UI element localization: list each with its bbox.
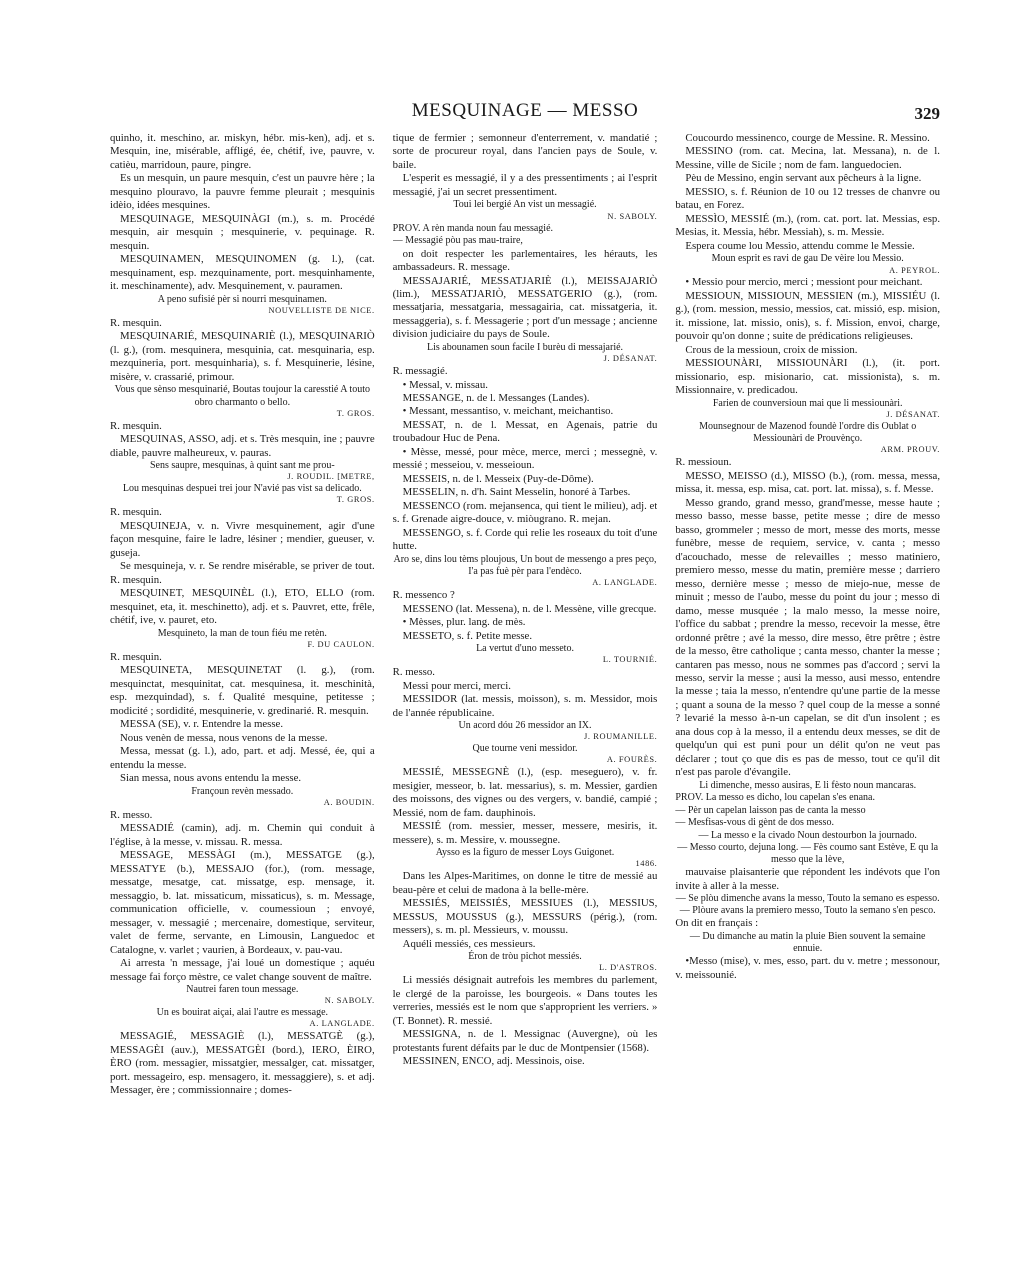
quotation-source: NOUVELLISTE DE NICE. — [268, 306, 375, 315]
entry-paragraph: Pèu de Messino, engin servant aux pêcheurs à la ligne. — [685, 172, 922, 185]
quotation: Moun esprit es ravi de gau De vèire lou Messìo. — [711, 253, 904, 265]
quotation-source: J. ROUMANILLE. — [584, 732, 658, 742]
proverb-line: — Mesfisas-vous di gènt de dos messo. — [675, 817, 834, 829]
column-2 — [393, 132, 658, 1212]
quotation: — La messo e la civado Noun destourbon la journado. — [698, 829, 917, 841]
reference-line: On dit en français : — [675, 917, 759, 930]
reference-line: R. messioun. — [675, 456, 732, 469]
entry-paragraph: Se mesquineja, v. r. Se rendre misérable, se priver de tout. R. mesquin. — [110, 560, 375, 586]
entry-paragraph: Espera coume lou Messìo, attendu comme le Messie. — [685, 239, 915, 252]
entry-paragraph: MESQUINETA, MESQUINETAT (l. g.), (rom. mesquinctat, mesquinitat, cat. mesquinesa, it. meschinità, esp. mezquindad), s. f. Qualité mesquine, petitesse ; modicité ; sordidité, mesquinerie, v. gredinarié. R. mesquin. — [110, 664, 375, 717]
entry-paragraph: MESSENCO (rom. mejansenca, qui tient le milieu), adj. et s. f. Grenade aigre-douce, v. miòugrano. R. mejan. — [392, 499, 658, 526]
quotation: — Se plòu dimenche avans la messo, Touto la semano es espesso. — [675, 893, 940, 905]
entry-paragraph: MESSANGE, n. de l. Messanges (Landes). — [402, 392, 590, 404]
text-columns — [110, 132, 940, 1212]
entry-paragraph: MESSAGE, MESSÀGI (m.), MESSATGE (g.), MESSATYE (b.), MESSAJO (for.), (rom. message, messatge, mesatge, cat. missatge, esp. mensage, it. messaggio, b. lat. missaticum, missaticus), s. m. Message, communication officielle, v. coumessioun ; envoyé, messager, v. messagié ; mercenaire, domestique, serviteur, valet de ferme, servante, en Limousin, Languedoc et Catalogne, v. varlet ; vaurien, à Bordeaux, v. pau-vau. — [110, 849, 375, 956]
quotation: A peno sufisié pèr si nourri mesquinamen. — [157, 293, 327, 305]
entry-paragraph: MESQUINAGE, MESQUINÀGI (m.), s. m. Procédé mesquin, air mesquin ; mesquinerie, v. pequinage. R. mesquin. — [110, 212, 375, 252]
entry-paragraph: Dans les Alpes-Maritimes, on donne le titre de messié au beau-père et celui de madona à la belle-mère. — [392, 870, 658, 896]
quotation: Lis abounamen soun facile I burèu di messajarié. — [426, 341, 624, 353]
quotation-source: F. DU CAULON. — [307, 639, 375, 649]
entry-paragraph: MESSELIN, n. d'h. Saint Messelin, honoré à Tarbes. — [402, 486, 631, 499]
entry-paragraph: MESSINEN, ENCO, adj. Messinois, oise. — [402, 1055, 585, 1068]
quotation: Un acord dóu 26 messidor an IX. — [458, 720, 592, 732]
quotation-source: J. ROUDIL. [METRE, — [287, 472, 375, 482]
entry-paragraph: MESSIGNA, n. de l. Messignac (Auvergne), où les protestants furent défaits par le duc de Montpensier (1568). — [392, 1028, 658, 1054]
reference-line: R. messo. — [110, 808, 153, 821]
entry-paragraph: MESSENO (lat. Messena), n. de l. Messène, ville grecque. — [402, 602, 657, 615]
quotation-source: N. SABOLY. — [324, 996, 375, 1006]
quotation: — Plòure avans la premiero messo, Touto la semano s'en pesco. — [679, 905, 936, 917]
quotation-source: A. FOURÈS. — [606, 755, 658, 765]
quotation: Sens saupre, mesquinas, à quint sant me prou- — [149, 460, 335, 472]
quotation-source: A. LANGLADE. — [592, 578, 658, 588]
entry-paragraph: Messo grando, grand messo, grand'messe, messe haute ; messo basso, messe basse, petite messe ; dire de messo basso, grommeler ; messo de mort, messe des morts, messe funèbre, messe de requiem, service, v. canta ; messo d'acouchado, messe de relevailles ; messo matiniero, premiero messo, messe du matin, première messe ; darriero messo, dernière messe ; messo de miejo-nue, messe de minuit ; messo de l'aubo, messe du point du jour ; messo di damo, messe musquée ; la malo messo, la messe noire, l'office du sabbat ; prendre la messo, recevoir la messe, être ordonné prêtre ; avé la messo, dire messo, être prêtre ; èstre de la messo, être catholique ; canta messo, chanter la messe ; cantaren pas messo, nous ne sommes pas d'accord ; servi la messo, servir la messe ; ausi la messo, ausi messo, entendre la messe ; taia la messo, n'entendre qu'une partie de la messe ; quant a souna de la messo ? quel coup de la messe a sonné ? levarié la messo à-n-un capelan, se dit d'un insolent ; es ana dous cop à la messo, il a entendu deux messes, se dit de quelqu'un qui est puni pour un délit qu'on ne veut pas déclarer ; tout ço que dis es pas de messo, tout ce qu'il dit n'est pas parole d'évangile. — [675, 496, 941, 779]
quotation-source: L. TOURNIÉ. — [602, 655, 658, 665]
page-header — [110, 100, 940, 130]
quotation: Farien de counversioun mai que li messiounàri. — [712, 397, 903, 409]
entry-paragraph: MESSIDOR (lat. messis, moisson), s. m. Messidor, mois de l'année républicaine. — [392, 693, 658, 719]
reference-line: R. mesquin. — [110, 419, 162, 432]
quotation: — Messo courto, dejuna long. — Fès coumo sant Estève, E qu la messo que la lève, — [677, 841, 939, 865]
quotation-source: ARM. PROUV. — [880, 445, 941, 455]
entry-paragraph: MESSAJARIÉ, MESSATJARIÈ (l.), MEISSAJARIÒ (lim.), MESSATJARIÒ, MESSATGERIO (g.), (rom. messatjaria, messatgaria, messagairia, cat. missatgeria, it. messaggeria), s. f. Messagerie ; port d'un message ; ancienne division judiciaire du pays de Soule. — [392, 274, 658, 341]
column-3 — [675, 132, 940, 1212]
entry-paragraph: MESSINO (rom. cat. Mecina, lat. Messana), n. de l. Messine, ville de Sicile ; nom de fam. languedocien. — [675, 145, 941, 171]
entry-paragraph: MESQUINAMEN, MESQUINOMEN (g. l.), (cat. mesquinament, esp. mezquinamente, port. mesquinhamente, it. meschinamente), adv. Mesquinement, v. pauramen. — [110, 253, 375, 293]
entry-paragraph: MESSÌO, MESSIÉ (m.), (rom. cat. port. lat. Messias, esp. Mesias, it. Messia, hébr. Messiah), s. m. Messie. — [675, 212, 941, 239]
entry-paragraph: Messa, messat (g. l.), ado, part. et adj. Messé, ée, qui a entendu la messe. — [110, 745, 375, 771]
entry-paragraph: MESQUINEJA, v. n. Vivre mesquinement, agir d'une façon mesquine, faire le ladre, lésiner ; mendier, gueuser, v. guseja. — [110, 519, 375, 559]
quotation-source: N. SABOLY. — [607, 211, 658, 221]
entry-paragraph: MESSADIÉ (camin), adj. m. Chemin qui conduit à l'église, à la messe, v. missau. R. messa. — [110, 822, 375, 848]
page-number: 329 — [914, 104, 940, 123]
entry-paragraph: on doit respecter les parlementaires, les hérauts, les ambassadeurs. R. message. — [392, 247, 658, 274]
reference-line: R. messo. — [392, 666, 435, 679]
quotation-source: A. BOUDIN. — [323, 797, 375, 807]
reference-line: R. mesquin. — [110, 316, 162, 329]
quotation: Vous que sènso mesquinarié, Boutas toujour la caresstié A touto obro charmanto o bello. — [114, 384, 370, 408]
entry-paragraph: • Mèsse, messé, pour mèce, merce, merci ; messegnè, v. messié ; messeiou, v. messeioun. — [392, 445, 658, 472]
entry-paragraph: L'esperit es messagié, il y a des pressentiments ; ai l'esprit messagié, j'ai un secret pressentiment. — [392, 172, 658, 198]
entry-paragraph: •Messo (mise), v. mes, esso, part. du v. metre ; messonour, v. meissounié. — [675, 955, 941, 981]
quotation: Aro se, dins lou tèms ploujous, Un bout de messengo a pres peço, I'a pas fuè pèr para l'endèco. — [393, 553, 657, 577]
quotation-source: T. GROS. — [336, 495, 375, 505]
entry-paragraph: Coucourdo messinenco, courge de Messine. R. Messino. — [685, 132, 930, 144]
continued-paragraph: tique de fermier ; semonneur d'enterrement, v. mandatié ; sorte de procureur royal, dans l'ancien pays de Soule, v. baile. — [392, 132, 658, 171]
quotation: Que tourne veni messidor. — [472, 743, 578, 755]
quotation: Mounsegnour de Mazenod foundè l'ordre dis Oublat o Messiounàri de Prouvènço. — [699, 420, 917, 445]
entry-paragraph: Aquéli messiés, ces messieurs. — [402, 937, 536, 950]
reference-line: R. mesquin. — [110, 506, 162, 519]
quotation: Un es bouirat aiçai, alai l'autre es message. — [156, 1007, 329, 1019]
proverb-line: PROV. A rèn manda noun fau messagié. — [392, 222, 554, 234]
entry-paragraph: MESSEIS, n. de l. Messeix (Puy-de-Dôme). — [402, 472, 594, 485]
entry-paragraph: MESSA (SE), v. r. Entendre la messe. — [120, 718, 284, 731]
quotation: La vertut d'uno messeto. — [476, 643, 574, 655]
entry-paragraph: Ai arresta 'n message, j'ai loué un domestique ; aquéu message fai forço mèstre, ce valet change souvent de maître. — [110, 957, 375, 983]
entry-paragraph: MESSIÉ (rom. messier, messer, messere, mesiris, it. messere), s. m. Messire, v. moussegne. — [392, 820, 658, 846]
entry-paragraph: Crous de la messioun, croix de mission. — [685, 343, 858, 356]
entry-paragraph: MESSAGIÉ, MESSAGIÈ (l.), MESSATGÈ (g.), MESSAGÈI (auv.), MESSATGÈI (bord.), IERO, ÈIRO, ÈRO (rom. messagier, missatgier, messalger, cat. missatger, port. messageiro, esp. mensagero, it. messaggiere), s. et adj. Messager, ère ; commissionnaire ; domes- — [110, 1030, 375, 1097]
quotation: Éron de tròu pichot messiés. — [468, 951, 582, 963]
entry-paragraph: MESSAT, n. de l. Messat, en Agenais, patrie du troubadour Huc de Pena. — [392, 418, 658, 445]
quotation-source: A. PEYROL. — [889, 265, 941, 275]
quotation: Françoun revèn messado. — [191, 785, 294, 797]
continued-paragraph: quinho, it. meschino, ar. miskyn, hébr. mis-ken), adj. et s. Mesquin, ine, misérable, affligé, ée, chétif, ive, pauvre, v. catièu, marridoun, paure, pingre. — [110, 132, 375, 171]
column-1 — [110, 132, 375, 1212]
quotation: Aysso es la figuro de messer Loys Guigonet. — [435, 847, 615, 859]
entry-paragraph: MESQUINAS, ASSO, adj. et s. Très mesquin, ine ; pauvre diable, pauvre malheureux, v. pauras. — [110, 433, 375, 459]
entry-paragraph: MESQUINET, MESQUINÈL (l.), ETO, ELLO (rom. mesquinet, eta, it. meschinetto), adj. et s. Pauvret, ette, frêle, chétif, ive, v. pauret, eto. — [110, 587, 375, 627]
quotation: Toui lei bergié An vist un messagié. — [453, 199, 597, 211]
entry-paragraph: MESSIOUNÀRI, MISSIOUNÀRI (l.), (it. port. missionario, esp. misionario, cat. missionista), s. m. Missionnaire, v. predicadou. — [675, 357, 941, 397]
reference-line: R. mesquin. — [110, 650, 162, 663]
quotation-source: J. DÉSANAT. — [603, 354, 658, 364]
reference-line: R. messagié. — [392, 365, 448, 378]
entry-paragraph: MESSENGO, s. f. Corde qui relie les roseaux du toit d'une hutte. — [392, 526, 658, 553]
quotation-source: 1486. — [635, 859, 658, 869]
entry-paragraph: MESSETO, s. f. Petite messe. — [402, 629, 533, 642]
quotation: — Du dimanche au matin la pluie Bien souvent la semaine ennuie. — [689, 930, 926, 955]
entry-paragraph: Messi pour merci, merci. — [402, 679, 511, 692]
quotation-source: J. DÉSANAT. — [886, 410, 941, 420]
entry-paragraph: MESSO, MEISSO (d.), MISSO (b.), (rom. messa, messa, missa, it. messa, esp. misa, cat. port. lat. missa), s. f. Messe. — [675, 469, 941, 496]
entry-paragraph: mauvaise plaisanterie que répondent les indévots que l'on invite à aller à la messe. — [675, 866, 941, 892]
entry-paragraph: • Messal, v. missau. — [402, 378, 488, 391]
proverb-line: PROV. La messo es dicho, lou capelan s'es enana. — [675, 792, 875, 804]
entry-paragraph: MESSIO, s. f. Réunion de 10 ou 12 tresses de chanvre ou batau, en Forez. — [675, 185, 941, 212]
proverb-line: — Pèr un capelan laisson pas de canta la messo — [675, 804, 866, 816]
entry-paragraph: Es un mesquin, un paure mesquin, c'est un pauvre hère ; la mesquino plouravo, la pauvre femme pleurait ; mesquinis idèio, idées mesquines. — [110, 172, 375, 212]
entry-paragraph: MESSIÉ, MESSEGNÈ (l.), (esp. meseguero), v. fr. mesigier, messeor, b. lat. messarius), s. m. Messier, gardien des moissons, des vignes ou des vergers, v. bandié, campié ; Messié, nom de fam. dauphinois. — [392, 766, 658, 819]
entry-paragraph: • Mèsses, plur. lang. de mès. — [402, 616, 526, 629]
entry-paragraph: MESSIOUN, MISSIOUN, MESSIEN (m.), MISSIÉU (l. g.), (rom. mession, messio, messios, cat. missió, esp. mision, it. missione, lat. missio, onis), s. f. Mission, envoi, charge, pouvoir qu'on donne ; suite de prédications religieuses. — [675, 289, 941, 343]
entry-paragraph: MESSIÉS, MEISSIÉS, MESSIUES (l.), MESSIUS, MESSUS, MOUSSUS (g.), MESSURS (périg.), (rom. messers), s. m. pl. Messieurs, v. moussu. — [392, 897, 658, 937]
quotation: Lou mesquinas despuei trei jour N'avié pas vist sa delicado. — [122, 483, 362, 495]
proverb-line: — Messagié pòu pas mau-traire, — [392, 235, 523, 247]
quotation-source: A. LANGLADE. — [309, 1019, 375, 1029]
quotation: Mesquineto, la man de toun fiéu me retèn. — [157, 627, 327, 639]
entry-paragraph: • Messant, messantiso, v. meichant, meichantiso. — [402, 405, 614, 418]
running-title: MESQUINAGE — MESSO — [411, 100, 639, 121]
quotation-source: T. GROS. — [336, 408, 375, 418]
entry-paragraph: • Messio pour mercìo, merci ; messiont pour meichant. — [685, 276, 923, 289]
entry-paragraph: Sian messa, nous avons entendu la messe. — [120, 772, 302, 785]
quotation: Li dimenche, messo ausiras, E li fèsto noun mancaras. — [699, 779, 917, 791]
entry-paragraph: Nous venèn de messa, nous venons de la messe. — [120, 731, 328, 744]
entry-paragraph: Li messiés désignait autrefois les membres du parlement, le clergé de la paroisse, les bourgeois. « Dans toutes les verreries, messiés est le nom que s'approprient les verriers. » (T. Bonnet). R. messié. — [392, 974, 658, 1027]
entry-paragraph: MESQUINARIÉ, MESQUINARIÈ (l.), MESQUINARIÒ (l. g.), (rom. mesquinera, mesquinia, cat. mesquinaria, esp. mezquineria, port. mesquinharia), s. f. Mesquinerie, lésine, misère, v. crassarié, primour. — [110, 330, 375, 383]
reference-line: R. messenco ? — [392, 589, 455, 602]
quotation: Nautrei faren toun message. — [186, 984, 299, 996]
quotation-source: L. D'ASTROS. — [599, 963, 658, 973]
